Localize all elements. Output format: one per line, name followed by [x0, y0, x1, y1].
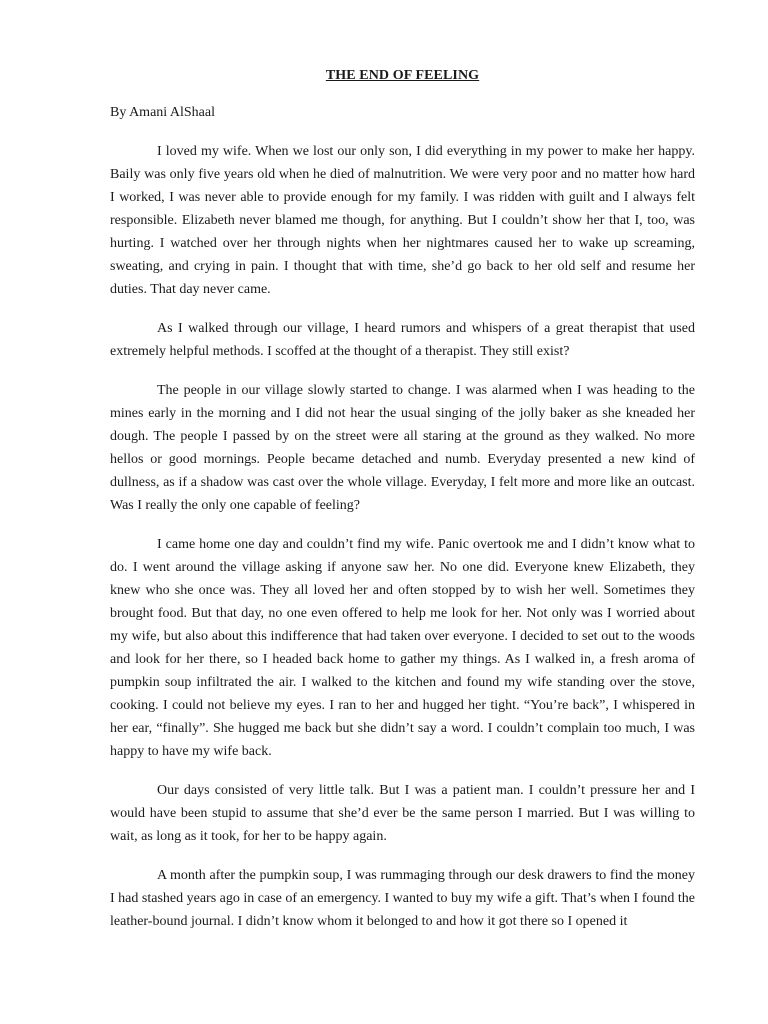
paragraph: A month after the pumpkin soup, I was rummaging through our desk drawers to find the money I had stashed years ago in case of an emergency. I wanted to buy my wife a gift. That’s when I found the leather-bound journal. I didn’t know whom it belonged to and how it got there so I opened it — [110, 868, 695, 929]
document-body — [110, 66, 695, 949]
paragraph: As I walked through our village, I heard rumors and whispers of a great therapist that used extremely helpful methods. I scoffed at the thought of a therapist. They still exist? — [110, 321, 695, 359]
paragraph: I loved my wife. When we lost our only son, I did everything in my power to make her happy. Baily was only five years old when he died of malnutrition. We were very poor and no matter how hard I worked, I was never able to provide enough for my family. I was ridden with guilt and I always felt responsible. Elizabeth never blamed me though, for anything. But I couldn’t show her that I, too, was hurting. I watched over her through nights when her nightmares caused her to wake up screaming, sweating, and crying in pain. I thought that with time, she’d go back to her old self and resume her duties. That day never came. — [110, 144, 695, 297]
author-line: By Amani AlShaal — [110, 105, 215, 120]
paragraph: Our days consisted of very little talk. But I was a patient man. I couldn’t pressure her and I would have been stupid to assume that she’d ever be the same person I married. But I was willing to wait, as long as it took, for her to be happy again. — [110, 783, 695, 844]
paragraph: The people in our village slowly started to change. I was alarmed when I was heading to the mines early in the morning and I did not hear the usual singing of the jolly baker as she kneaded her dough. The people I passed by on the street were all staring at the ground as they walked. No more hellos or good mornings. People became detached and numb. Everyday presented a new kind of dullness, as if a shadow was cast over the whole village. Everyday, I felt more and more like an outcast. Was I really the only one capable of feeling? — [110, 383, 695, 513]
paragraph: I came home one day and couldn’t find my wife. Panic overtook me and I didn’t know what to do. I went around the village asking if anyone saw her. No one did. Everyone knew Elizabeth, they knew who she once was. They all loved her and often stopped by to wish her well. Sometimes they brought food. But that day, no one even offered to help me look for her. Not only was I worried about my wife, but also about this indifference that had taken over everyone. I decided to set out to the woods and look for her there, so I headed back home to gather my things. As I walked in, a fresh aroma of pumpkin soup infiltrated the air. I walked to the kitchen and found my wife standing over the stove, cooking. I could not believe my eyes. I ran to her and hugged her tight. “You’re back”, I whispered in her ear, “finally”. She hugged me back but she didn’t say a word. I couldn’t complain too much, I was happy to have my wife back. — [110, 537, 695, 759]
story-title: THE END OF FEELING — [325, 68, 480, 83]
